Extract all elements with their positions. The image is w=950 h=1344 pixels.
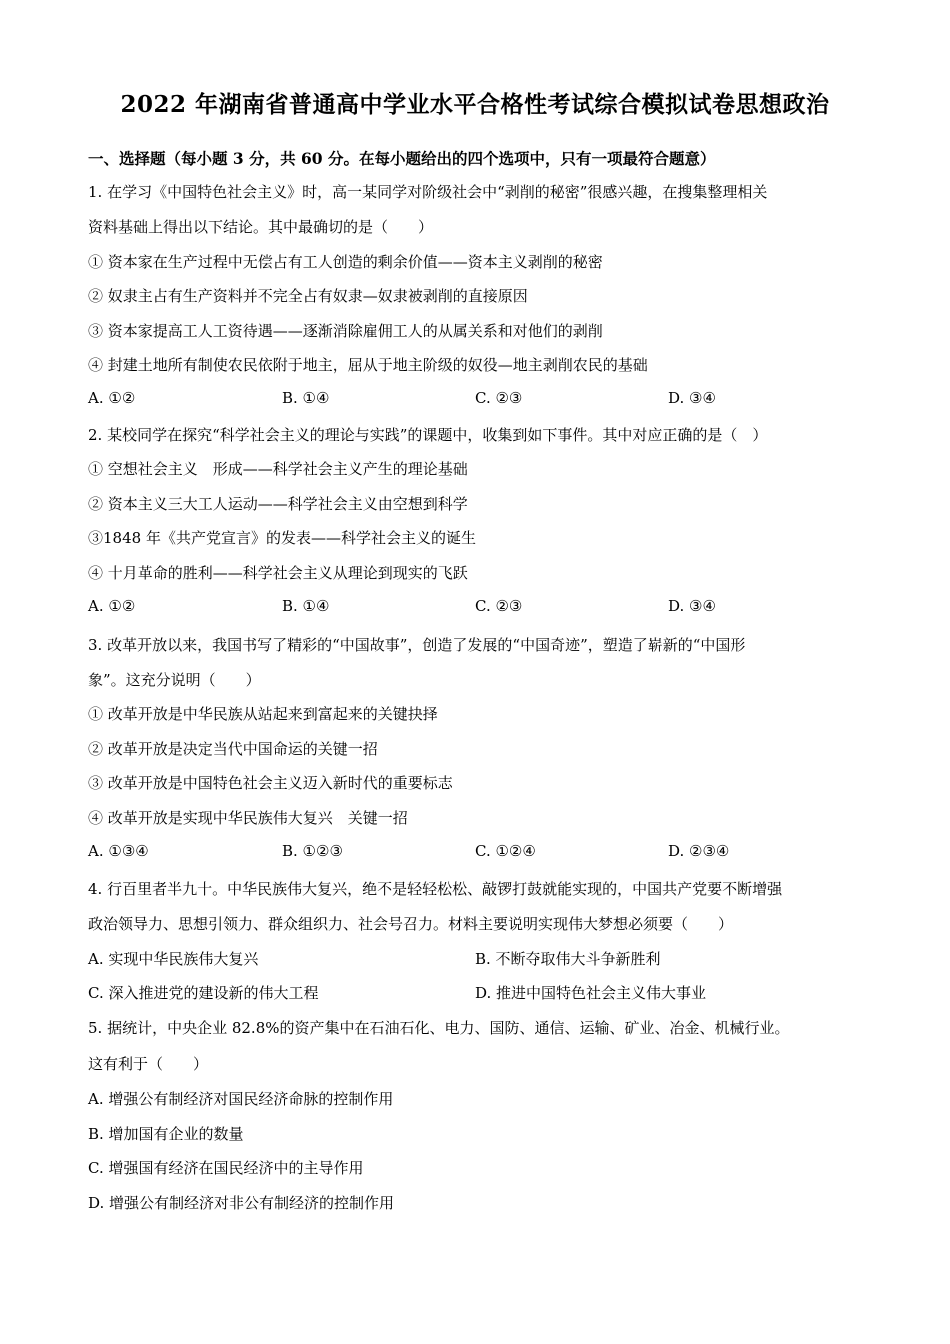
q3-option-a: A. ①③④ xyxy=(88,842,149,860)
q2-statement: ④ 十月革命的胜利——科学社会主义从理论到现实的飞跃 xyxy=(88,564,468,582)
q1-statement: ③ 资本家提高工人工资待遇——逐渐消除雇佣工人的从属关系和对他们的剥削 xyxy=(88,322,603,340)
q1-option-d: D. ③④ xyxy=(668,389,716,407)
q3-statement: ④ 改革开放是实现中华民族伟大复兴 关键一招 xyxy=(88,809,408,827)
q2-statement: ① 空想社会主义 形成——科学社会主义产生的理论基础 xyxy=(88,460,468,478)
q5-stem-line: 这有利于（ ） xyxy=(88,1055,209,1073)
exam-title: 2022 年湖南省普通高中学业水平合格性考试综合模拟试卷思想政治 xyxy=(120,91,830,118)
q4-option-d: D. 推进中国特色社会主义伟大事业 xyxy=(475,984,707,1002)
q1-statement: ② 奴隶主占有生产资料并不完全占有奴隶—奴隶被剥削的直接原因 xyxy=(88,287,528,305)
q4-option-b: B. 不断夺取伟大斗争新胜利 xyxy=(475,950,661,968)
q4-stem-line: 政治领导力、思想引领力、群众组织力、社会号召力。材料主要说明实现伟大梦想必须要（ ） xyxy=(88,915,734,933)
q1-option-c: C. ②③ xyxy=(475,389,523,407)
q2-statement: ② 资本主义三大工人运动——科学社会主义由空想到科学 xyxy=(88,495,468,513)
q3-stem-line: 3. 改革开放以来，我国书写了精彩的“中国故事”，创造了发展的“中国奇迹”，塑造了崭新的“中国形 xyxy=(88,636,746,654)
q2-statement: ③1848 年《共产党宣言》的发表——科学社会主义的诞生 xyxy=(88,529,476,547)
q1-stem-line: 资料基础上得出以下结论。其中最确切的是（ ） xyxy=(88,218,434,236)
q2-option-d: D. ③④ xyxy=(668,597,716,615)
q3-option-b: B. ①②③ xyxy=(282,842,343,860)
q2-option-a: A. ①② xyxy=(88,597,136,615)
q5-stem-line: 5. 据统计，中央企业 82.8%的资产集中在石油石化、电力、国防、通信、运输、矿业、冶金、机械行业。 xyxy=(88,1019,790,1037)
q2-option-b: B. ①④ xyxy=(282,597,330,615)
q3-stem-line: 象”。这充分说明（ ） xyxy=(88,671,261,689)
q5-option-b: B. 增加国有企业的数量 xyxy=(88,1125,244,1143)
q4-option-c: C. 深入推进党的建设新的伟大工程 xyxy=(88,984,319,1002)
q5-option-d: D. 增强公有制经济对非公有制经济的控制作用 xyxy=(88,1194,395,1212)
q3-option-c: C. ①②④ xyxy=(475,842,536,860)
q1-stem-line: 1. 在学习《中国特色社会主义》时，高一某同学对阶级社会中“剥削的秘密”很感兴趣，在搜集整理相关 xyxy=(88,183,768,201)
q1-option-b: B. ①④ xyxy=(282,389,330,407)
q3-option-d: D. ②③④ xyxy=(668,842,730,860)
q1-statement: ① 资本家在生产过程中无偿占有工人创造的剩余价值——资本主义剥削的秘密 xyxy=(88,253,603,271)
q2-stem-line: 2. 某校同学在探究“科学社会主义的理论与实践”的课题中，收集到如下事件。其中对应正确的是（ ） xyxy=(88,426,768,444)
q3-statement: ③ 改革开放是中国特色社会主义迈入新时代的重要标志 xyxy=(88,774,453,792)
q5-option-c: C. 增强国有经济在国民经济中的主导作用 xyxy=(88,1159,364,1177)
q4-stem-line: 4. 行百里者半九十。中华民族伟大复兴，绝不是轻轻松松、敲锣打鼓就能实现的，中国共产党要不断增强 xyxy=(88,880,783,898)
section-heading: 一、选择题（每小题 3 分，共 60 分。在每小题给出的四个选项中，只有一项最符合题意） xyxy=(88,149,716,168)
q3-statement: ② 改革开放是决定当代中国命运的关键一招 xyxy=(88,740,378,758)
q1-statement: ④ 封建土地所有制使农民依附于地主，屈从于地主阶级的奴役—地主剥削农民的基础 xyxy=(88,356,648,374)
q2-option-c: C. ②③ xyxy=(475,597,523,615)
q4-option-a: A. 实现中华民族伟大复兴 xyxy=(88,950,259,968)
q3-statement: ① 改革开放是中华民族从站起来到富起来的关键抉择 xyxy=(88,705,438,723)
q1-option-a: A. ①② xyxy=(88,389,136,407)
q5-option-a: A. 增强公有制经济对国民经济命脉的控制作用 xyxy=(88,1090,394,1108)
